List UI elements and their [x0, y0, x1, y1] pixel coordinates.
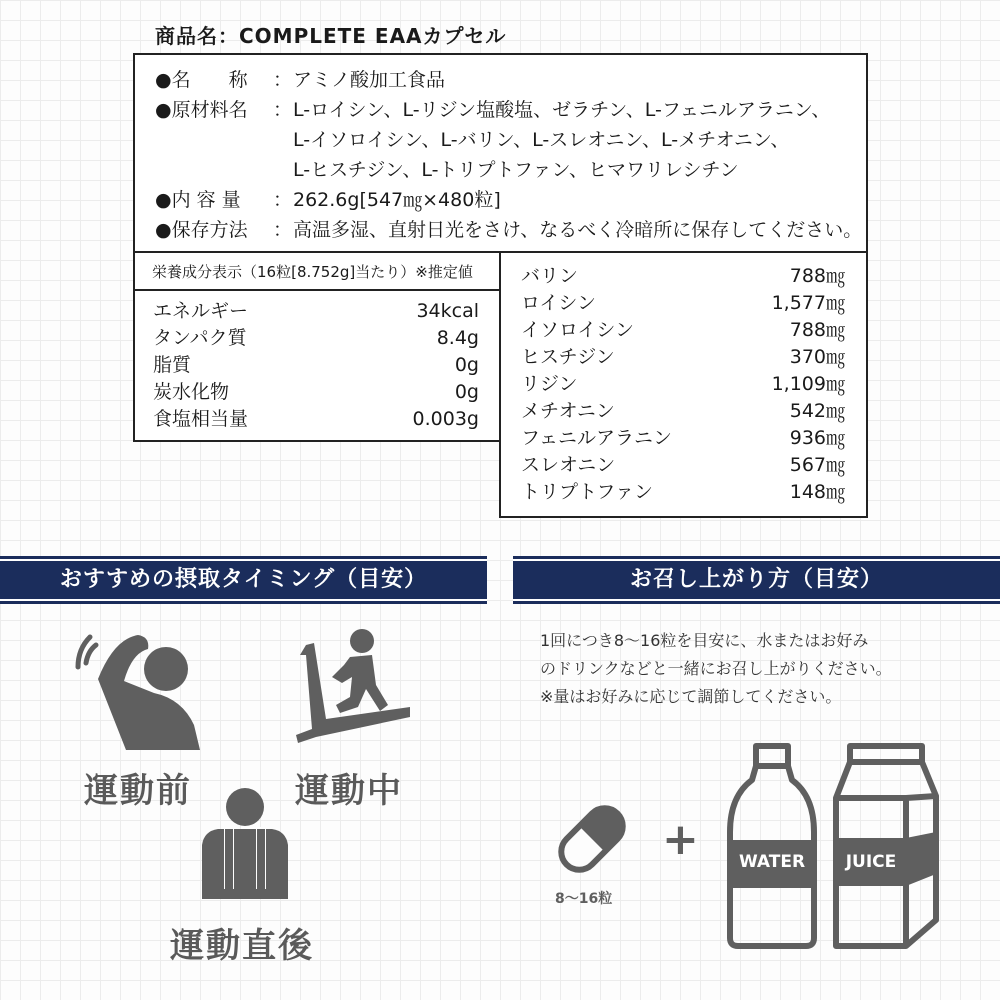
amino-name: ヒスチジン: [521, 346, 615, 368]
colon: ：: [273, 189, 293, 211]
product-info-box: [133, 53, 868, 253]
juice-carton-icon: [832, 740, 940, 952]
amino-row: [521, 479, 845, 506]
plus-sign: +: [662, 814, 699, 865]
timing-during-label: 運動中: [295, 771, 403, 811]
amino-name: スレオニン: [521, 454, 616, 476]
nutrient-value: 0g: [454, 381, 479, 403]
ingredients-line-3: L-ヒスチジン、L-トリプトファン、ヒマワリレシチン: [293, 159, 739, 181]
colon: ：: [273, 219, 293, 241]
amino-name: メチオニン: [521, 400, 615, 422]
amino-row: [521, 452, 845, 479]
amino-value: 1,109㎎: [771, 373, 845, 395]
ingredients-line-2: L-イソロイシン、L-バリン、L-スレオニン、L-メチオニン、: [293, 129, 790, 151]
info-row-ingredients: [155, 95, 830, 125]
amino-value: 542㎎: [789, 400, 845, 422]
nutrition-row: [153, 406, 479, 433]
treadmill-runner-icon: [292, 625, 412, 750]
amino-row: [521, 317, 845, 344]
amino-value: 1,577㎎: [771, 292, 845, 314]
howto-line-1: 1回につき8～16粒を目安に、水またはお好み: [540, 631, 869, 650]
info-row-storage: [155, 215, 862, 245]
amino-row: [521, 425, 845, 452]
content-value: 262.6g[547㎎×480粒]: [293, 189, 501, 211]
nutrient-value: 0.003g: [412, 408, 479, 430]
person-with-towel-icon: [200, 787, 290, 902]
nutrition-row: [153, 352, 479, 379]
amino-row: [521, 344, 845, 371]
amino-acid-table: [499, 251, 868, 518]
storage-value: 高温多湿、直射日光をさけ、なるべく冷暗所に保存してください。: [293, 219, 863, 241]
timing-after-label: 運動直後: [170, 926, 314, 966]
colon: ：: [273, 69, 293, 91]
amino-value: 936㎎: [789, 427, 845, 449]
storage-label: ●保存方法: [155, 219, 248, 241]
amino-value: 370㎎: [789, 346, 845, 368]
amino-row: [521, 263, 845, 290]
timing-banner: おすすめの摂取タイミング（目安）: [0, 556, 487, 604]
amino-name: ロイシン: [521, 292, 596, 314]
nutrition-row: [153, 325, 479, 352]
capsule-count: 8～16粒: [555, 891, 613, 907]
water-label: WATER: [738, 852, 806, 872]
amino-name: フェニルアラニン: [521, 427, 673, 449]
howto-line-3: ※量はお好みに応じて調節してください。: [540, 687, 842, 706]
nutrient-name: 炭水化物: [153, 381, 230, 403]
amino-name: リジン: [521, 373, 578, 395]
amino-row: [521, 290, 845, 317]
nutrient-name: 食塩相当量: [153, 408, 249, 430]
timing-before-label: 運動前: [84, 771, 192, 811]
nutrient-name: エネルギー: [153, 300, 249, 322]
amino-row: [521, 371, 845, 398]
info-row-name: [155, 65, 445, 95]
nutrient-value: 34kcal: [416, 300, 479, 322]
stretching-person-icon: [70, 625, 210, 750]
water-bottle-icon: [724, 740, 820, 952]
capsule-icon: [548, 795, 636, 883]
amino-value: 567㎎: [789, 454, 845, 476]
juice-label: JUICE: [845, 852, 897, 872]
amino-row: [521, 398, 845, 425]
info-row-content: [155, 185, 501, 215]
nutrient-value: 8.4g: [436, 327, 479, 349]
amino-value: 148㎎: [789, 481, 845, 503]
content-label: ●内 容 量: [155, 189, 241, 211]
amino-name: トリプトファン: [521, 481, 654, 503]
nutrition-table: [133, 251, 501, 442]
howto-line-2: のドリンクなどと一緒にお召し上がりください。: [540, 659, 892, 678]
ingredients-line-1: L-ロイシン、L-リジン塩酸塩、ゼラチン、L-フェニルアラニン、: [293, 99, 831, 121]
nutrition-row: [153, 298, 479, 325]
nutrient-value: 0g: [454, 354, 479, 376]
nutrition-header: 栄養成分表示（16粒[8.752g]当たり）※推定値: [135, 253, 499, 291]
nutrient-name: 脂質: [153, 354, 192, 376]
product-title: 商品名：COMPLETE EAAカプセル: [155, 24, 507, 48]
name-value: アミノ酸加工食品: [293, 69, 446, 91]
ingredients-label: ●原材料名: [155, 99, 248, 121]
amino-name: イソロイシン: [521, 319, 634, 341]
nutrient-name: タンパク質: [153, 327, 247, 349]
nutrition-row: [153, 379, 479, 406]
amino-name: バリン: [521, 265, 579, 287]
name-label: ●名 称: [155, 69, 248, 91]
colon: ：: [273, 99, 293, 121]
amino-value: 788㎎: [789, 319, 845, 341]
amino-value: 788㎎: [789, 265, 845, 287]
howto-banner: お召し上がり方（目安）: [513, 556, 1000, 604]
